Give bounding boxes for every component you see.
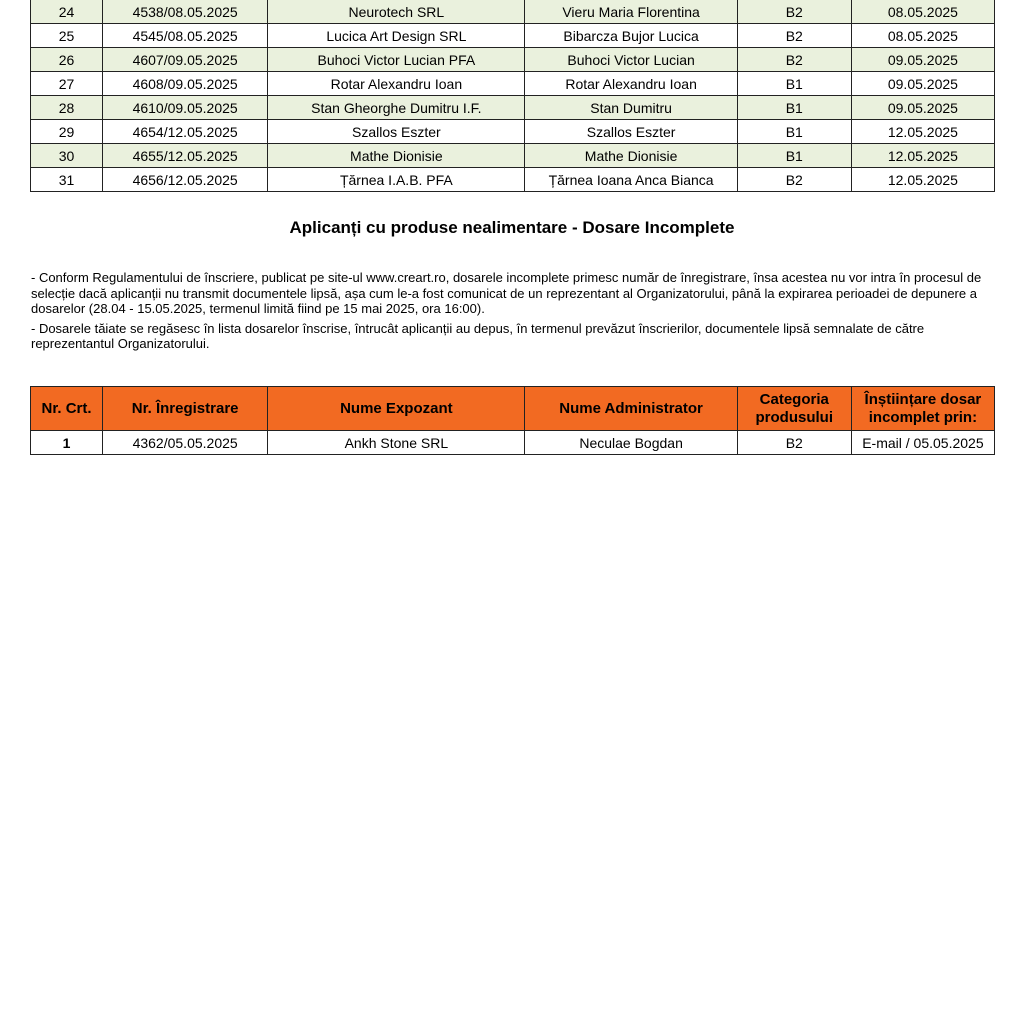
registered-applicants-table [30, 0, 995, 192]
product-category: B1 [737, 144, 851, 168]
administrator-name: Vieru Maria Florentina [525, 0, 737, 24]
row-number: 24 [31, 0, 103, 24]
product-category: B2 [737, 0, 851, 24]
row-number: 25 [31, 24, 103, 48]
registration-number: 4607/09.05.2025 [103, 48, 268, 72]
header-administrator: Nume Administrator [525, 387, 737, 431]
product-category: B1 [737, 120, 851, 144]
product-category: B1 [737, 96, 851, 120]
table-row [31, 120, 995, 144]
header-registration: Nr. Înregistrare [103, 387, 268, 431]
administrator-name: Szallos Eszter [525, 120, 737, 144]
exhibitor-name: Stan Gheorghe Dumitru I.F. [268, 96, 525, 120]
header-nr-crt: Nr. Crt. [31, 387, 103, 431]
administrator-name: Stan Dumitru [525, 96, 737, 120]
table-header-row [31, 387, 995, 431]
table-row [31, 24, 995, 48]
date: 09.05.2025 [851, 48, 994, 72]
row-number: 26 [31, 48, 103, 72]
administrator-name: Neculae Bogdan [525, 431, 737, 455]
date: 08.05.2025 [851, 0, 994, 24]
row-number: 31 [31, 168, 103, 192]
notes-block [31, 270, 991, 356]
table-row [31, 0, 995, 24]
administrator-name: Bibarcza Bujor Lucica [525, 24, 737, 48]
section-title: Aplicanți cu produse nealimentare - Dosare Incomplete [289, 218, 735, 237]
date: 09.05.2025 [851, 96, 994, 120]
registration-number: 4654/12.05.2025 [103, 120, 268, 144]
product-category: B2 [737, 431, 851, 455]
registration-number: 4362/05.05.2025 [103, 431, 268, 455]
table-row [31, 72, 995, 96]
row-number: 1 [31, 431, 103, 455]
table-row [31, 96, 995, 120]
date: 08.05.2025 [851, 24, 994, 48]
product-category: B2 [737, 48, 851, 72]
date: 12.05.2025 [851, 168, 994, 192]
registration-number: 4608/09.05.2025 [103, 72, 268, 96]
row-number: 27 [31, 72, 103, 96]
table-row [31, 48, 995, 72]
note-paragraph: - Conform Regulamentului de înscriere, publicat pe site-ul www.creart.ro, dosarele incomplete primesc număr de înregistrare, însa acestea nu vor intra în procesul de selecție dacă aplicanții nu transmit documentele lipsă, așa cum le-a fost comunicat de un reprezentant al Organizatorului, până la expirarea perioadei de depunere a dosarelor (28.04 - 15.05.2025, termenul limită fiind pe 15 mai 2025, ora 16:00). [31, 270, 982, 316]
note-paragraph: - Dosarele tăiate se regăsesc în lista dosarelor înscrise, întrucât aplicanții au depus, în termenul prevăzut înscrierilor, documentele lipsă semnalate de către reprezentantul Organizatorului. [31, 320, 925, 351]
table-row [31, 431, 995, 455]
table-row [31, 168, 995, 192]
registration-number: 4610/09.05.2025 [103, 96, 268, 120]
row-number: 28 [31, 96, 103, 120]
date: 12.05.2025 [851, 144, 994, 168]
product-category: B1 [737, 72, 851, 96]
exhibitor-name: Ankh Stone SRL [268, 431, 525, 455]
table-row [31, 144, 995, 168]
registration-number: 4538/08.05.2025 [103, 0, 268, 24]
administrator-name: Buhoci Victor Lucian [525, 48, 737, 72]
exhibitor-name: Țărnea I.A.B. PFA [268, 168, 525, 192]
exhibitor-name: Rotar Alexandru Ioan [268, 72, 525, 96]
product-category: B2 [737, 168, 851, 192]
notice-method: E-mail / 05.05.2025 [851, 431, 994, 455]
registration-number: 4656/12.05.2025 [103, 168, 268, 192]
administrator-name: Rotar Alexandru Ioan [525, 72, 737, 96]
header-exhibitor: Nume Expozant [268, 387, 525, 431]
exhibitor-name: Buhoci Victor Lucian PFA [268, 48, 525, 72]
header-notice: Înștiințare dosar incomplet prin: [851, 387, 994, 431]
date: 12.05.2025 [851, 120, 994, 144]
administrator-name: Țărnea Ioana Anca Bianca [525, 168, 737, 192]
row-number: 29 [31, 120, 103, 144]
exhibitor-name: Neurotech SRL [268, 0, 525, 24]
exhibitor-name: Lucica Art Design SRL [268, 24, 525, 48]
incomplete-applications-table [30, 386, 995, 455]
exhibitor-name: Mathe Dionisie [268, 144, 525, 168]
product-category: B2 [737, 24, 851, 48]
exhibitor-name: Szallos Eszter [268, 120, 525, 144]
date: 09.05.2025 [851, 72, 994, 96]
registration-number: 4545/08.05.2025 [103, 24, 268, 48]
registration-number: 4655/12.05.2025 [103, 144, 268, 168]
administrator-name: Mathe Dionisie [525, 144, 737, 168]
row-number: 30 [31, 144, 103, 168]
header-category: Categoria produsului [737, 387, 851, 431]
